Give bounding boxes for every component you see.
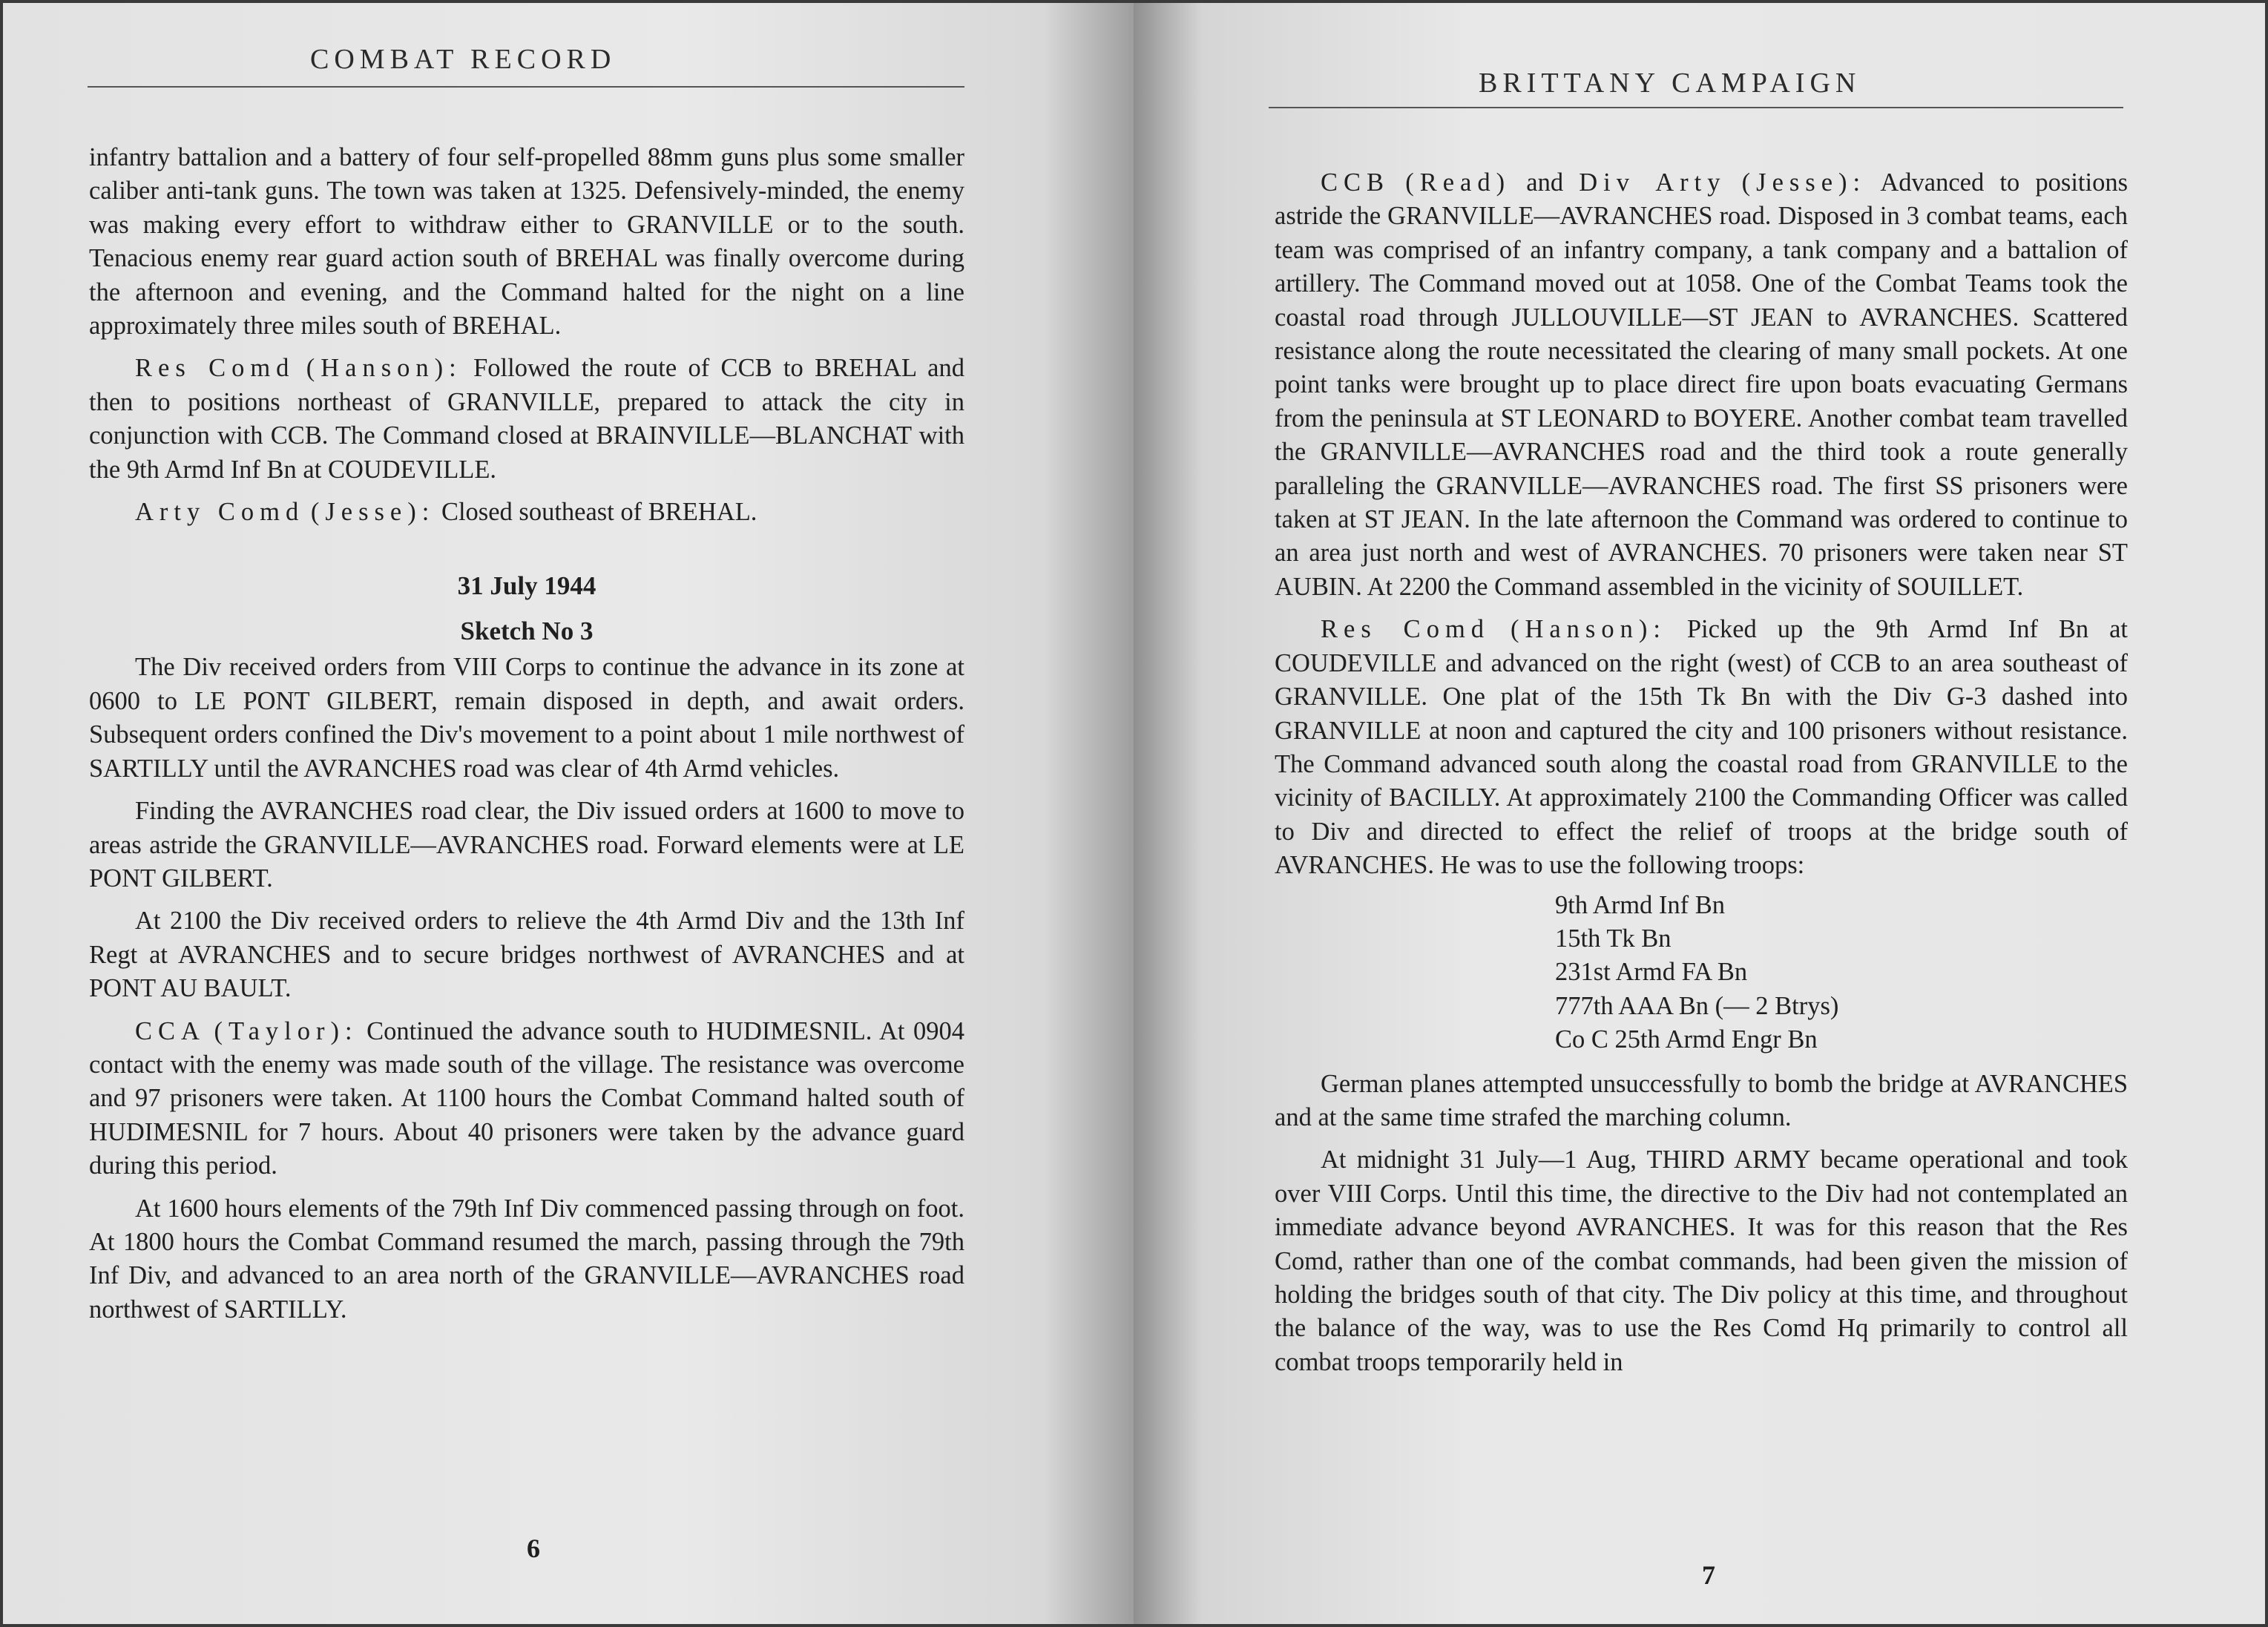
right-header-rule <box>1269 107 2123 108</box>
left-paragraph-2 <box>89 352 964 487</box>
troop-list-item: 9th Armd Inf Bn <box>1555 890 1726 919</box>
right-paragraph-4: At midnight 31 July—1 Aug, THIRD ARMY became operational and took over VIII Corps. Until this time, the directive to the Div had not contemplated an immediate advance beyond AVRANCHES. It was for this reason that the Res Comd, rather than one of the combat commands, had been given the mission of holding the bridges south of that city. The Div policy at this time, and throughout the balance of the way, was to use the Res Comd Hq primarily to control all combat troops temporarily held in <box>1275 1146 2128 1376</box>
troop-list-item: 231st Armd FA Bn <box>1555 958 1748 987</box>
paragraph-text: Advanced to positions astride the GRANVILLE—AVRANCHES road. Disposed in 3 combat teams, each team was comprised of an infantry company, a tank company and a battalion of artillery. The Command moved out at 1058. One of the Combat Teams took the coastal road through JULLOUVILLE—ST JEAN to AVRANCHES. Scattered resistance along the route necessitated the clearing of many small pockets. At one point tanks were brought up to place direct fire upon boats evacuating Germans from the peninsula at ST LEONARD to BOYERE. Another combat team travelled the GRANVILLE—AVRANCHES road and the third took a route generally paralleling the GRANVILLE—AVRANCHES road. The first SS prisoners were taken at ST JEAN. In the late afternoon the Command was ordered to continue to an area just north and west of AVRANCHES. 70 prisoners were taken near ST AUBIN. At 2200 the Command assembled in the vicinity of SOUILLET. <box>1275 168 2128 601</box>
left-paragraph-7 <box>89 1015 964 1183</box>
left-paragraph-5: Finding the AVRANCHES road clear, the Div issued orders at 1600 to move to areas astride the GRANVILLE—AVRANCHES road. Forward elements were at LE PONT GILBERT. <box>89 797 964 893</box>
commander-name: (Jesse): <box>310 498 435 527</box>
right-running-head: BRITTANY CAMPAIGN <box>1479 68 1861 99</box>
right-paragraph-2 <box>1275 613 2128 882</box>
commander-name: (Taylor): <box>214 1016 358 1045</box>
left-paragraph-4: The Div received orders from VIII Corps to continue the advance in its zone at 0600 to LE PONT GILBERT, remain disposed in depth, and await orders. Subsequent orders confined the Div's movement to a point about 1 mile northwest of SARTILLY until the AVRANCHES road was clear of 4th Armd vehicles. <box>89 653 964 783</box>
paragraph-text: Closed southeast of BREHAL. <box>435 498 757 527</box>
command-label: CCB <box>1321 168 1390 197</box>
sketch-heading: Sketch No 3 <box>460 617 594 646</box>
conjunction-text: and <box>1511 168 1580 197</box>
left-header-rule <box>88 86 964 88</box>
left-running-head: COMBAT RECORD <box>310 44 617 75</box>
section-date-heading: 31 July 1944 <box>457 571 596 601</box>
commander-name: (Jesse): <box>1741 168 1867 197</box>
command-label: Res Comd <box>1321 615 1490 644</box>
commander-name: (Hanson): <box>1510 615 1666 644</box>
troop-list-item: 777th AAA Bn (— 2 Btrys) <box>1555 991 1839 1020</box>
left-paragraph-3 <box>89 496 964 529</box>
command-label: Res Comd <box>135 354 295 383</box>
left-paragraph-6: At 2100 the Div received orders to relieve the 4th Armd Div and the 13th Inf Regt at AVRANCHES and to secure bridges northwest of AVRANCHES and at PONT AU BAULT. <box>89 907 964 1003</box>
right-text-column <box>1275 166 2128 1388</box>
commander-name: (Hanson): <box>306 354 462 383</box>
right-page <box>1134 0 2268 1627</box>
commander-name: (Read) <box>1405 168 1511 197</box>
left-paragraph-8: At 1600 hours elements of the 79th Inf Div commenced passing through on foot. At 1800 hours the Combat Command resumed the march, passing through the 79th Inf Div, and advanced to an area north of the GRANVILLE—AVRANCHES road northwest of SARTILLY. <box>89 1194 964 1324</box>
paragraph-text: Followed the route of CCB to BREHAL and then to positions northeast of GRANVILLE, prepared to attack the city in conjunction with CCB. The Command closed at BRAINVILLE—BLANCHAT with the 9th Armd Inf Bn at COUDEVILLE. <box>89 354 964 484</box>
command-label: CCA <box>135 1016 206 1045</box>
troop-list <box>1275 889 2128 1057</box>
troop-list-item: 15th Tk Bn <box>1555 924 1672 953</box>
command-label: Arty Comd <box>135 498 305 527</box>
right-paragraph-1 <box>1275 166 2128 604</box>
left-paragraph-1: infantry battalion and a battery of four self-propelled 88mm guns plus some smaller caliber anti-tank guns. The town was taken at 1325. Defensively-minded, the enemy was making every effort to withdraw either to GRANVILLE or to the south. Tenacious enemy rear guard action south of BREHAL was finally overcome during the afternoon and evening, and the Command halted for the night on a line approximately three miles south of BREHAL. <box>89 143 964 341</box>
left-page-number: 6 <box>527 1534 540 1563</box>
right-paragraph-3: German planes attempted unsuccessfully to bomb the bridge at AVRANCHES and at the same time strafed the marching column. <box>1275 1069 2128 1131</box>
paragraph-text: Picked up the 9th Armd Inf Bn at COUDEVILLE and advanced on the right (west) of CCB to an area southeast of GRANVILLE. One plat of the 15th Tk Bn with the Div G-3 dashed into GRANVILLE at noon and captured the city and 100 prisoners without resistance. The Command advanced south along the coastal road from GRANVILLE to the vicinity of BACILLY. At approximately 2100 the Commanding Officer was called to Div and directed to effect the relief of troops at the bridge south of AVRANCHES. He was to use the following troops: <box>1275 615 2128 880</box>
left-text-column <box>89 141 964 1335</box>
troop-list-item: Co C 25th Armd Engr Bn <box>1555 1025 1818 1054</box>
command-label: Div Arty <box>1579 168 1726 197</box>
paragraph-text: Continued the advance south to HUDIMESNIL. At 0904 contact with the enemy was made south of the village. The resistance was overcome and 97 prisoners were taken. At 1100 hours the Combat Command halted south of HUDIMESNIL for 7 hours. About 40 prisoners were taken by the advance guard during this period. <box>89 1016 965 1180</box>
right-page-number: 7 <box>1702 1560 1715 1590</box>
